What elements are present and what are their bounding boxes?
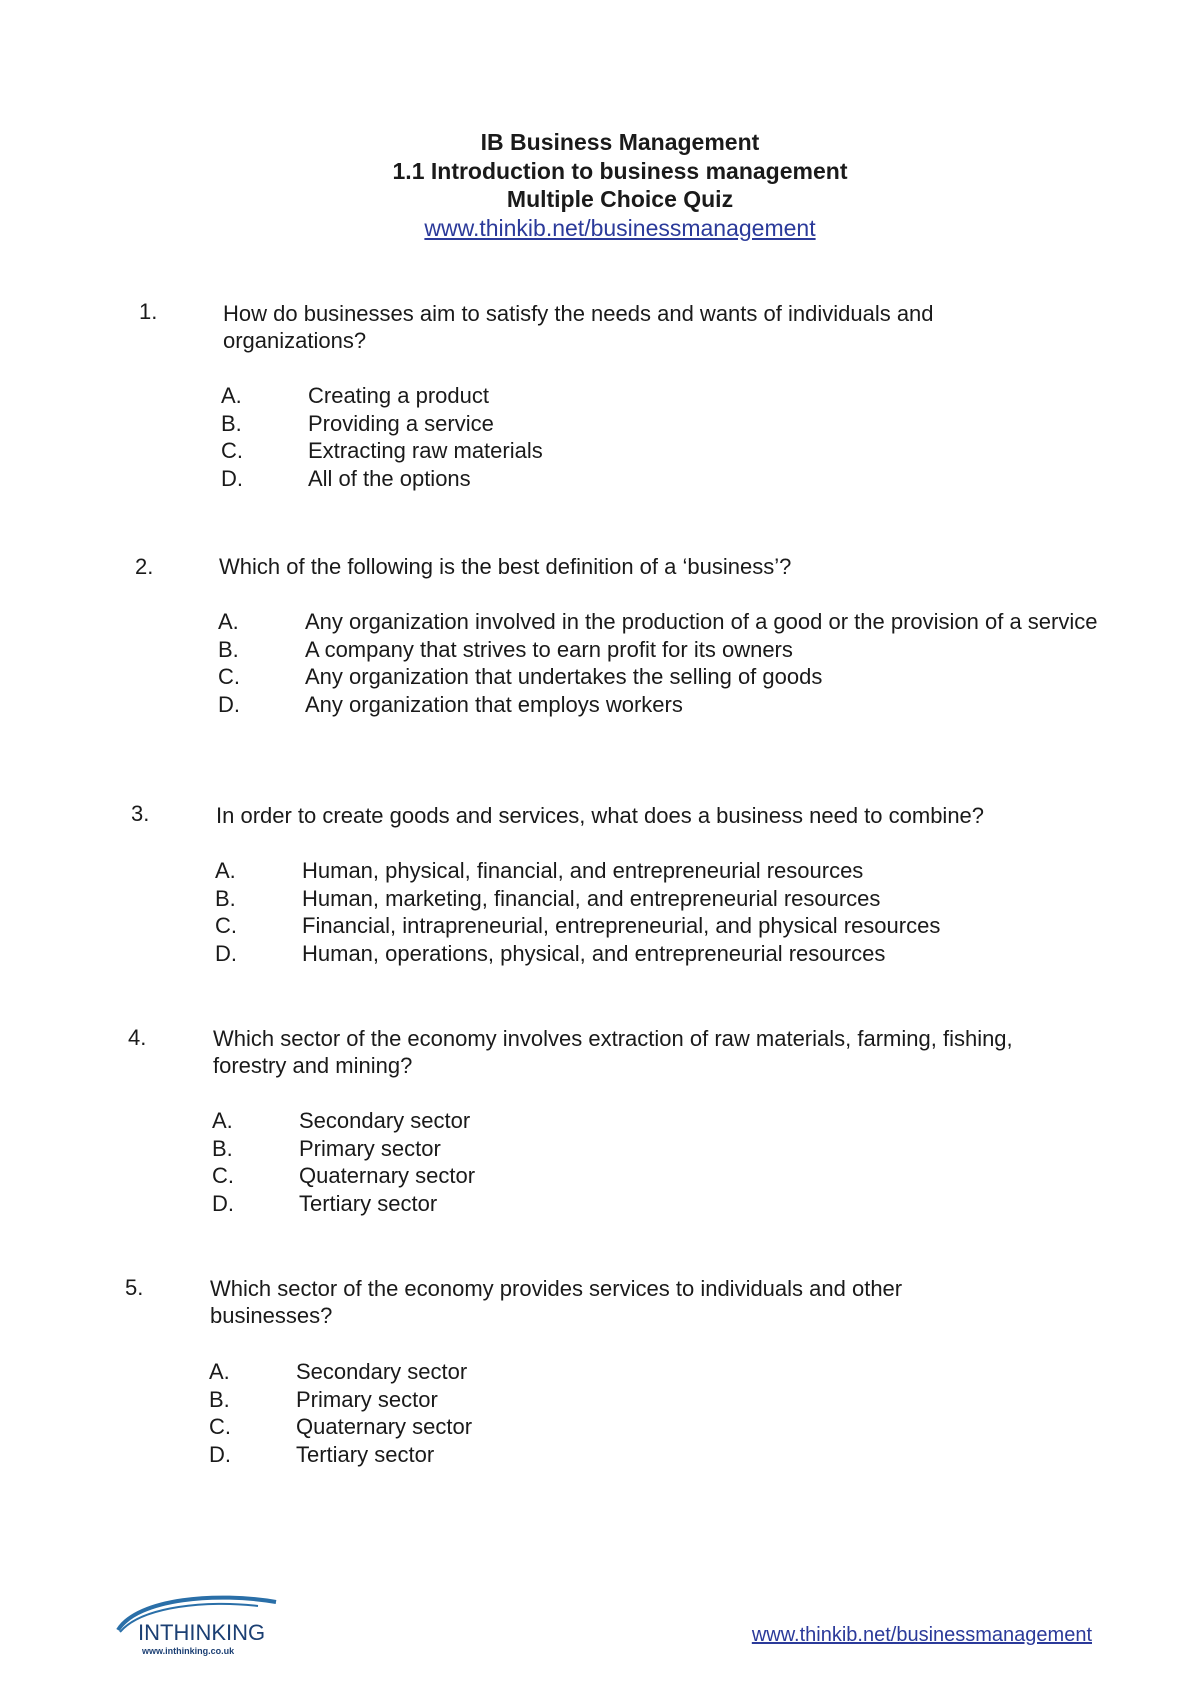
option-letter: C. (209, 1414, 231, 1440)
option-letter: B. (215, 885, 236, 911)
option-c[interactable] (218, 663, 1098, 691)
option-d[interactable] (221, 465, 1001, 493)
option-text: Secondary sector (299, 1108, 471, 1133)
option-c[interactable] (212, 1162, 992, 1190)
option-a[interactable] (212, 1107, 992, 1135)
option-b[interactable] (221, 410, 1001, 438)
option-letter: A. (215, 858, 236, 883)
option-text: Any organization that undertakes the selling of goods (305, 664, 823, 690)
option-letter: A. (212, 1108, 233, 1133)
option-text: Primary sector (299, 1135, 441, 1161)
option-d[interactable] (218, 691, 1098, 719)
option-text: Quaternary sector (299, 1163, 476, 1189)
option-text: Primary sector (296, 1386, 438, 1412)
option-letter: A. (221, 383, 242, 408)
option-d[interactable] (212, 1190, 992, 1218)
quiz-title: Multiple Choice Quiz (506, 186, 734, 212)
logo-url: www.inthinking.co.uk (142, 1646, 235, 1656)
option-text: Any organization that employs workers (305, 692, 683, 718)
option-d[interactable] (215, 940, 1095, 968)
question-number: 3. (131, 801, 150, 826)
inthinking-logo (108, 1588, 288, 1658)
option-text: Tertiary sector (296, 1442, 435, 1468)
option-letter: C. (221, 438, 243, 464)
option-text: Any organization involved in the production of a good or the provision of a service (305, 609, 1098, 634)
answer-options (218, 608, 1098, 719)
option-letter: B. (212, 1135, 233, 1161)
option-text: Creating a product (308, 383, 489, 408)
option-letter: D. (215, 941, 237, 967)
option-a[interactable] (218, 608, 1098, 636)
option-c[interactable] (215, 912, 1095, 940)
option-letter: A. (209, 1359, 230, 1384)
answer-options (209, 1358, 989, 1469)
question-text: How do businesses aim to satisfy the needs and wants of individuals and organizations? (223, 301, 934, 353)
question-text: Which of the following is the best definition of a ‘business’? (219, 554, 792, 579)
option-letter: A. (218, 609, 239, 634)
option-c[interactable] (221, 437, 1001, 465)
question-number: 5. (125, 1275, 144, 1300)
document-header (0, 128, 1200, 242)
header-website-link[interactable]: www.thinkib.net/businessmanagement (424, 214, 816, 241)
answer-options (221, 382, 1001, 493)
course-title: IB Business Management (480, 129, 760, 155)
option-text: Tertiary sector (299, 1191, 438, 1217)
unit-title: 1.1 Introduction to business management (392, 157, 848, 184)
answer-options (212, 1107, 992, 1218)
question-number: 4. (128, 1025, 147, 1050)
option-text: Human, operations, physical, and entrepreneurial resources (302, 941, 886, 967)
answer-options (215, 857, 1095, 968)
footer-website-link[interactable]: www.thinkib.net/businessmanagement (751, 1624, 1092, 1646)
option-letter: D. (209, 1442, 231, 1468)
question-number: 2. (135, 554, 154, 579)
option-b[interactable] (218, 636, 1098, 664)
question-text: Which sector of the economy provides services to individuals and other businesses? (210, 1276, 903, 1328)
question-text: Which sector of the economy involves extraction of raw materials, farming, fishing, forestry and mining? (213, 1026, 1013, 1078)
option-letter: D. (212, 1191, 234, 1217)
option-a[interactable] (221, 382, 1001, 410)
option-text: Financial, intrapreneurial, entrepreneurial, and physical resources (302, 913, 941, 939)
option-letter: D. (221, 466, 243, 492)
option-b[interactable] (215, 885, 1095, 913)
option-text: Human, physical, financial, and entrepreneurial resources (302, 858, 864, 883)
option-text: Quaternary sector (296, 1414, 473, 1440)
option-a[interactable] (215, 857, 1095, 885)
option-letter: B. (209, 1386, 230, 1412)
option-text: Providing a service (308, 410, 494, 436)
option-letter: D. (218, 692, 240, 718)
option-letter: C. (212, 1163, 234, 1189)
option-b[interactable] (212, 1135, 992, 1163)
logo-wordmark: INTHINKING (138, 1620, 266, 1645)
option-d[interactable] (209, 1441, 989, 1469)
option-text: A company that strives to earn profit for its owners (305, 636, 793, 662)
option-letter: C. (218, 664, 240, 690)
option-text: Human, marketing, financial, and entrepreneurial resources (302, 885, 881, 911)
option-letter: B. (221, 410, 242, 436)
option-b[interactable] (209, 1386, 989, 1414)
option-text: Extracting raw materials (308, 438, 543, 464)
option-c[interactable] (209, 1413, 989, 1441)
option-text: All of the options (308, 466, 471, 492)
question-number: 1. (139, 299, 158, 324)
option-a[interactable] (209, 1358, 989, 1386)
option-letter: B. (218, 636, 239, 662)
question-text: In order to create goods and services, what does a business need to combine? (216, 803, 985, 828)
option-text: Secondary sector (296, 1359, 468, 1384)
option-letter: C. (215, 913, 237, 939)
